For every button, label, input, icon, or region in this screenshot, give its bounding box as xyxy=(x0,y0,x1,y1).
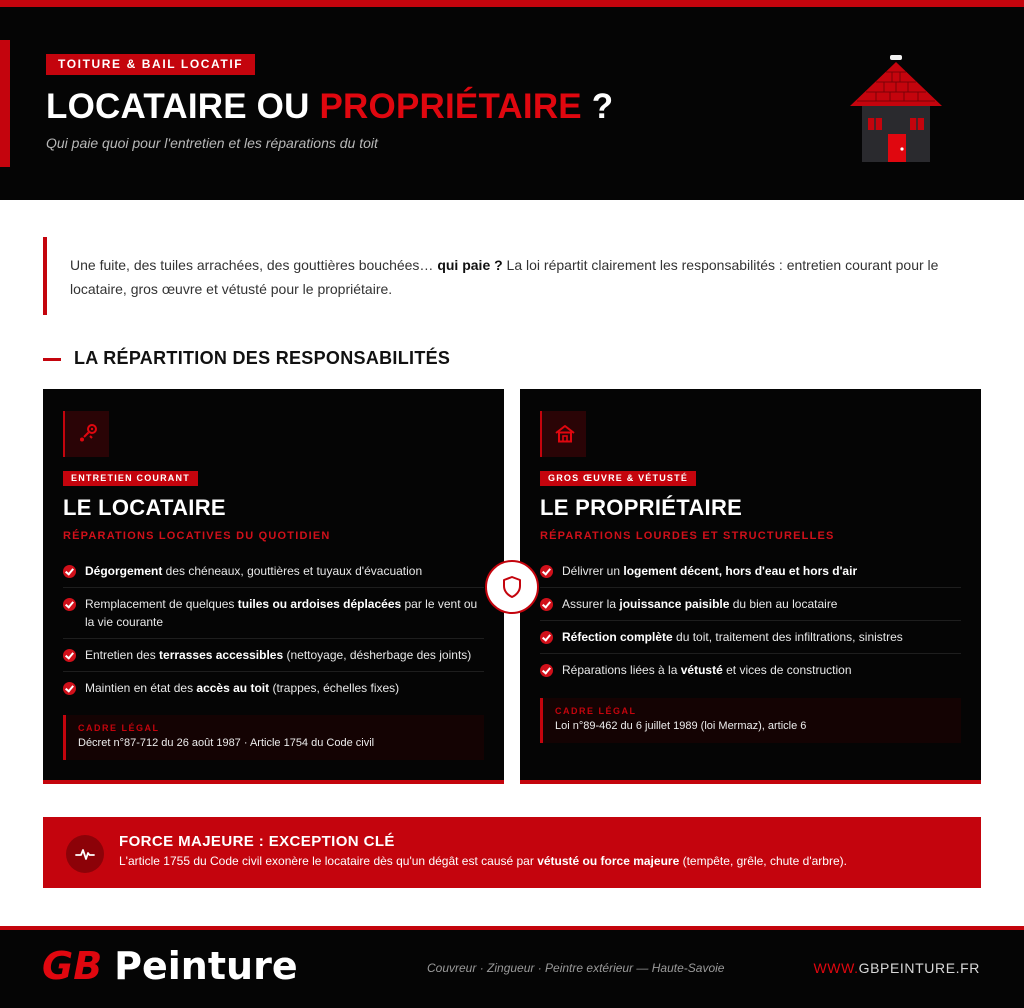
website-link[interactable] xyxy=(813,960,980,976)
owner-icon-box xyxy=(540,411,586,457)
intro-callout xyxy=(43,237,983,315)
top-accent-bar xyxy=(0,0,1024,7)
list-item xyxy=(63,672,484,704)
item-text: par le vent ou la vie courante xyxy=(85,597,478,629)
brand-logo[interactable] xyxy=(42,944,298,988)
title-highlight: PROPRIÉTAIRE xyxy=(319,87,582,126)
force-icon-circle xyxy=(66,835,104,873)
header-side-accent xyxy=(0,40,10,167)
item-text: et vices de construction xyxy=(722,663,852,677)
tenant-legal-box xyxy=(63,715,484,760)
item-bold: jouissance paisible xyxy=(619,597,730,611)
tenant-list xyxy=(63,555,484,704)
legal-title: CADRE LÉGAL xyxy=(78,723,160,733)
owner-tag: GROS ŒUVRE & VÉTUSTÉ xyxy=(540,471,696,486)
list-item xyxy=(540,621,961,654)
item-bold: terrasses accessibles xyxy=(159,648,284,662)
force-text-after: (tempête, grêle, chute d'arbre). xyxy=(679,854,847,868)
item-bold: Réfection complète xyxy=(562,630,673,644)
tenant-card xyxy=(43,389,504,784)
owner-list xyxy=(540,555,961,686)
check-icon xyxy=(63,565,76,578)
site-domain: GBPEINTURE.FR xyxy=(858,960,980,976)
owner-subtitle: RÉPARATIONS LOURDES ET STRUCTURELLES xyxy=(540,530,835,542)
force-text-before: L'article 1755 du Code civil exonère le locataire dès qu'un dégât est causé par xyxy=(119,854,538,868)
list-item xyxy=(63,588,484,639)
force-text-bold: vétusté ou force majeure xyxy=(537,854,680,868)
check-icon xyxy=(540,631,553,644)
item-text: Délivrer un xyxy=(562,564,624,578)
header-tag: TOITURE & BAIL LOCATIF xyxy=(46,54,255,75)
item-text: (nettoyage, désherbage des joints) xyxy=(283,648,472,662)
check-icon xyxy=(63,598,76,611)
intro-text-after: La loi répartit clairement les responsabilités : entretien courant pour le locataire, gros œuvre et vétusté pour le propriétaire. xyxy=(70,257,939,297)
tenant-tag: ENTRETIEN COURANT xyxy=(63,471,198,486)
list-item xyxy=(540,588,961,621)
check-icon xyxy=(63,682,76,695)
page-footer xyxy=(0,930,1024,1008)
item-bold: Dégorgement xyxy=(85,564,163,578)
legal-text: Décret n°87-712 du 26 août 1987 · Article 1754 du Code civil xyxy=(78,737,375,749)
tenant-subtitle: RÉPARATIONS LOCATIVES DU QUOTIDIEN xyxy=(63,530,331,542)
item-text: Maintien en état des xyxy=(85,681,197,695)
pulse-icon xyxy=(75,846,95,862)
force-majeure-banner xyxy=(43,817,981,888)
tenant-title: LE LOCATAIRE xyxy=(63,495,226,520)
page-header xyxy=(0,7,1024,200)
intro-text-before: Une fuite, des tuiles arrachées, des gouttières bouchées… xyxy=(70,257,438,273)
item-bold: vétusté xyxy=(680,663,723,677)
house-roof-icon xyxy=(848,54,944,164)
force-text xyxy=(119,854,847,868)
legal-title: CADRE LÉGAL xyxy=(555,706,637,716)
home-icon xyxy=(554,423,576,445)
legal-text: Loi n°89-462 du 6 juillet 1989 (loi Mermaz), article 6 xyxy=(555,720,807,732)
check-icon xyxy=(540,598,553,611)
site-prefix: WWW. xyxy=(813,960,859,976)
item-bold: logement décent, hors d'eau et hors d'air xyxy=(623,564,858,578)
item-bold: tuiles ou ardoises déplacées xyxy=(237,597,402,611)
intro-text xyxy=(70,253,970,301)
owner-card xyxy=(520,389,981,784)
list-item xyxy=(63,555,484,588)
shield-icon xyxy=(501,575,523,599)
owner-title: LE PROPRIÉTAIRE xyxy=(540,495,743,520)
logo-gb: GB xyxy=(42,944,103,988)
page-subtitle: Qui paie quoi pour l'entretien et les réparations du toit xyxy=(46,135,378,151)
footer-tagline: Couvreur · Zingueur · Peintre extérieur — Haute-Savoie xyxy=(427,961,725,975)
item-text: du bien au locataire xyxy=(729,597,838,611)
check-icon xyxy=(63,649,76,662)
page-title xyxy=(46,87,613,127)
owner-legal-box xyxy=(540,698,961,743)
section-title-dash xyxy=(43,358,61,361)
check-icon xyxy=(540,565,553,578)
section-title-text: LA RÉPARTITION DES RESPONSABILITÉS xyxy=(74,348,451,368)
item-text: (trappes, échelles fixes) xyxy=(269,681,400,695)
item-text: des chéneaux, gouttières et tuyaux d'évacuation xyxy=(162,564,423,578)
check-icon xyxy=(540,664,553,677)
logo-word: Peinture xyxy=(114,944,298,988)
item-text: Réparations liées à la xyxy=(562,663,681,677)
title-part-1: LOCATAIRE OU xyxy=(46,87,320,126)
force-title: FORCE MAJEURE : EXCEPTION CLÉ xyxy=(119,833,395,850)
title-part-2: ? xyxy=(581,87,614,126)
item-text: Remplacement de quelques xyxy=(85,597,238,611)
list-item xyxy=(540,654,961,686)
list-item xyxy=(540,555,961,588)
item-text: du toit, traitement des infiltrations, sinistres xyxy=(672,630,903,644)
item-bold: accès au toit xyxy=(196,681,270,695)
item-text: Entretien des xyxy=(85,648,160,662)
divider-badge xyxy=(485,560,539,614)
tools-icon xyxy=(77,423,99,445)
intro-text-bold: qui paie ? xyxy=(437,257,503,273)
list-item xyxy=(63,639,484,672)
item-text: Assurer la xyxy=(562,597,620,611)
tenant-icon-box xyxy=(63,411,109,457)
